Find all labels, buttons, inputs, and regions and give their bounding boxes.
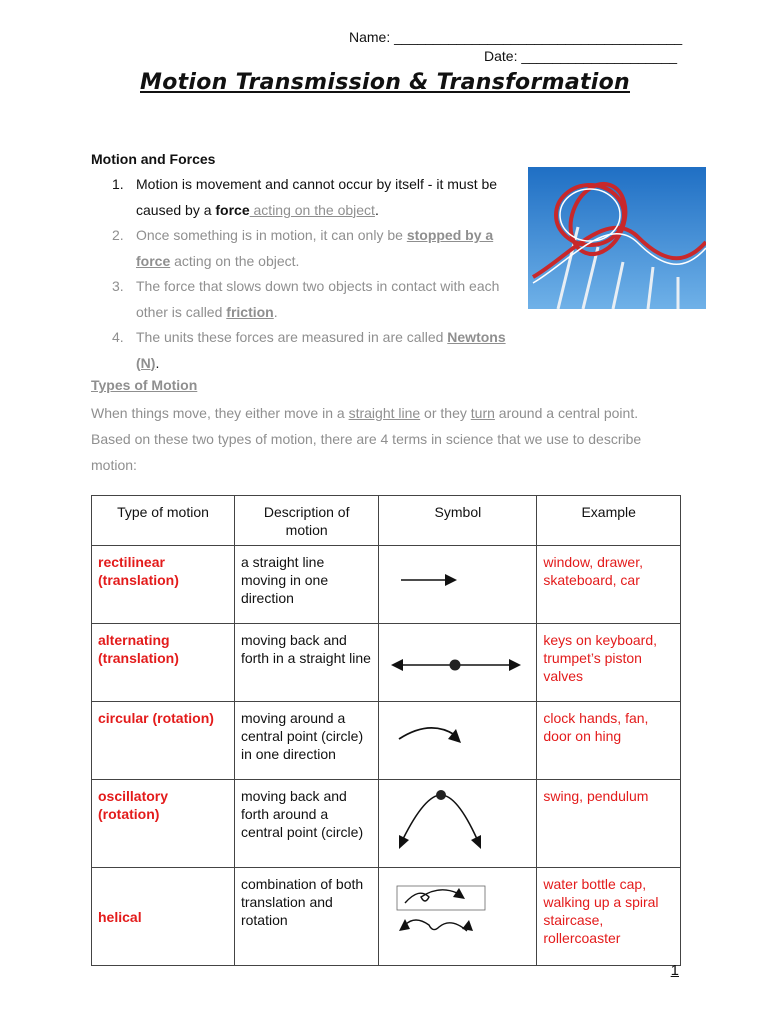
types-paragraph: When things move, they either move in a straight line or they turn around a central point. Based on these two types of motion, there are 4 terms in science that we use to describe motion:	[91, 405, 642, 473]
page-title: Motion Transmission & Transformation	[140, 70, 630, 95]
symbol-cell	[379, 780, 537, 868]
curved-arrow-right-icon	[385, 709, 530, 769]
example-cell: swing, pendulum	[537, 780, 681, 868]
list-item: 1. Motion is movement and cannot occur by itself - it must be caused by a force acting on the object.	[112, 176, 498, 218]
example-cell: keys on keyboard, trumpet’s piston valves	[537, 624, 681, 702]
symbol-cell	[379, 546, 537, 624]
table-header-row	[92, 496, 681, 546]
motion-type-cell: alternating (translation)	[92, 624, 235, 702]
example-cell: water bottle cap, walking up a spiral staircase, rollercoaster	[537, 868, 681, 966]
page-number: 1	[670, 962, 679, 979]
motion-type-cell: helical	[92, 868, 235, 966]
column-header: Example	[537, 496, 681, 546]
table-row	[92, 702, 681, 780]
helix-arrows-icon	[385, 875, 530, 955]
motion-type-cell: oscillatory (rotation)	[92, 780, 235, 868]
single-arrow-right-icon	[385, 553, 530, 613]
description-cell: combination of both translation and rotation	[234, 868, 378, 966]
double-arrow-with-dot-icon	[385, 631, 530, 691]
table-row	[92, 624, 681, 702]
types-of-motion-heading: Types of Motion	[91, 377, 198, 393]
table-row	[92, 780, 681, 868]
pendulum-arc-arrow-icon	[385, 787, 530, 857]
column-header: Description of motion	[234, 496, 378, 546]
rollercoaster-photo	[528, 167, 706, 309]
table-row	[92, 868, 681, 966]
table-row	[92, 546, 681, 624]
date-field-label: Date: ____________________	[484, 48, 678, 64]
motion-type-cell: circular (rotation)	[92, 702, 235, 780]
column-header: Type of motion	[92, 496, 235, 546]
description-cell: moving around a central point (circle) in one direction	[234, 702, 378, 780]
motion-type-cell: rectilinear (translation)	[92, 546, 235, 624]
list-item: 2. Once something is in motion, it can only be stopped by a force acting on the object.	[112, 227, 494, 269]
example-cell: clock hands, fan, door on hing	[537, 702, 681, 780]
list-item: 4. The units these forces are measured in are called Newtons (N).	[112, 329, 506, 371]
example-cell: window, drawer, skateboard, car	[537, 546, 681, 624]
motion-forces-list	[91, 172, 511, 376]
motion-forces-heading: Motion and Forces	[91, 151, 216, 167]
motion-types-table	[91, 495, 681, 966]
symbol-cell	[379, 868, 537, 966]
description-cell: moving back and forth around a central point (circle)	[234, 780, 378, 868]
description-cell: a straight line moving in one direction	[234, 546, 378, 624]
description-cell: moving back and forth in a straight line	[234, 624, 378, 702]
column-header: Symbol	[379, 496, 537, 546]
name-field-label: Name: _____________________________________	[349, 29, 683, 45]
list-item: 3. The force that slows down two objects in contact with each other is called friction.	[112, 278, 500, 320]
symbol-cell	[379, 624, 537, 702]
symbol-cell	[379, 702, 537, 780]
